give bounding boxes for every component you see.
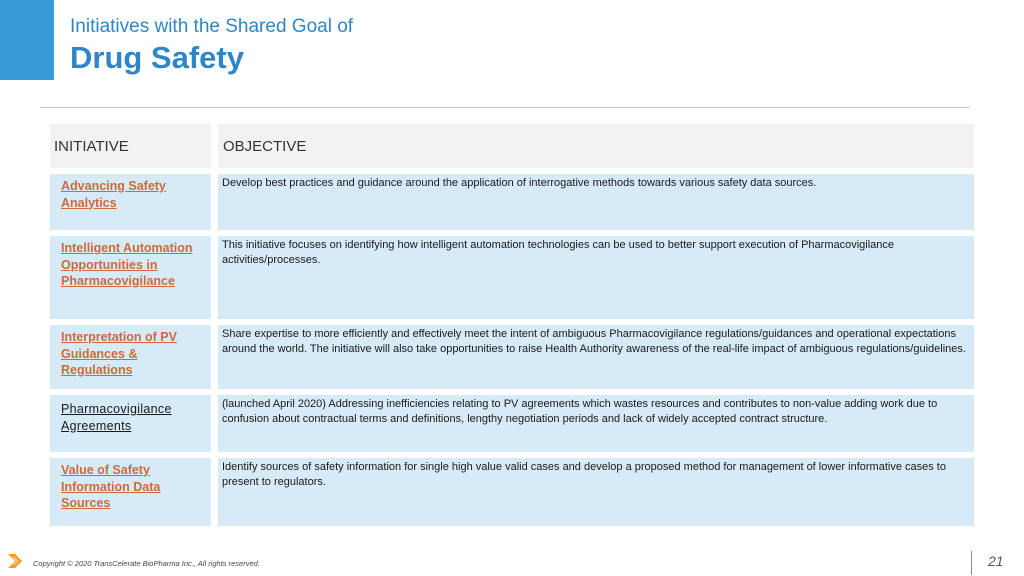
objective-cell: Identify sources of safety information for single high value valid cases and develop a proposed method for management of lower informative cases to present to regulators.: [218, 458, 974, 526]
initiative-cell[interactable]: [50, 458, 211, 526]
table-row: [50, 236, 974, 319]
initiatives-table: [50, 124, 974, 532]
objective-cell: Share expertise to more efficiently and effectively meet the intent of ambiguous Pharmacovigilance regulations/guidances and operational expectations around the world. The initiative will also take opportunities to raise Health Authority awareness of the real-life impact of ambiguous regulations/guidelines.: [218, 325, 974, 389]
company-logo-icon: [6, 552, 24, 570]
page-number: 21: [988, 553, 1004, 569]
initiative-link[interactable]: Value of Safety Information Data Sources: [61, 463, 161, 510]
column-header-objective: OBJECTIVE: [218, 124, 974, 168]
objective-cell: Develop best practices and guidance around the application of interrogative methods towards various safety data sources.: [218, 174, 974, 230]
header-divider: [40, 107, 970, 108]
copyright-notice: Copyright © 2020 TransCelerate BioPharma Inc., All rights reserved.: [33, 559, 260, 568]
header-accent-block: [0, 0, 54, 80]
table-row: [50, 325, 974, 389]
table-header-row: [50, 124, 974, 168]
slide-subtitle: Initiatives with the Shared Goal of: [70, 16, 354, 37]
initiative-cell[interactable]: [50, 325, 211, 389]
initiative-cell[interactable]: [50, 236, 211, 319]
initiative-cell[interactable]: [50, 174, 211, 230]
objective-cell: This initiative focuses on identifying how intelligent automation technologies can be used to better support execution of Pharmacovigilance activities/processes.: [218, 236, 974, 319]
initiative-link[interactable]: Advancing Safety Analytics: [61, 179, 166, 210]
objective-cell: (launched April 2020) Addressing inefficiencies relating to PV agreements which wastes resources and contributes to non-value adding work due to confusion about contractual terms and definitions, lengthy negotiation periods and lack of widely accepted contract structure.: [218, 395, 974, 452]
initiative-link[interactable]: Intelligent Automation Opportunities in Pharmacovigilance: [61, 241, 193, 288]
slide-title: Drug Safety: [70, 40, 244, 75]
column-header-initiative: INITIATIVE: [50, 124, 211, 168]
table-row: [50, 174, 974, 230]
initiative-cell[interactable]: [50, 395, 211, 452]
initiative-link[interactable]: Interpretation of PV Guidances & Regulations: [61, 330, 177, 377]
footer-divider: [971, 551, 972, 575]
table-row: [50, 395, 974, 452]
initiative-link[interactable]: Pharmacovigilance Agreements: [61, 402, 172, 433]
table-row: [50, 458, 974, 526]
